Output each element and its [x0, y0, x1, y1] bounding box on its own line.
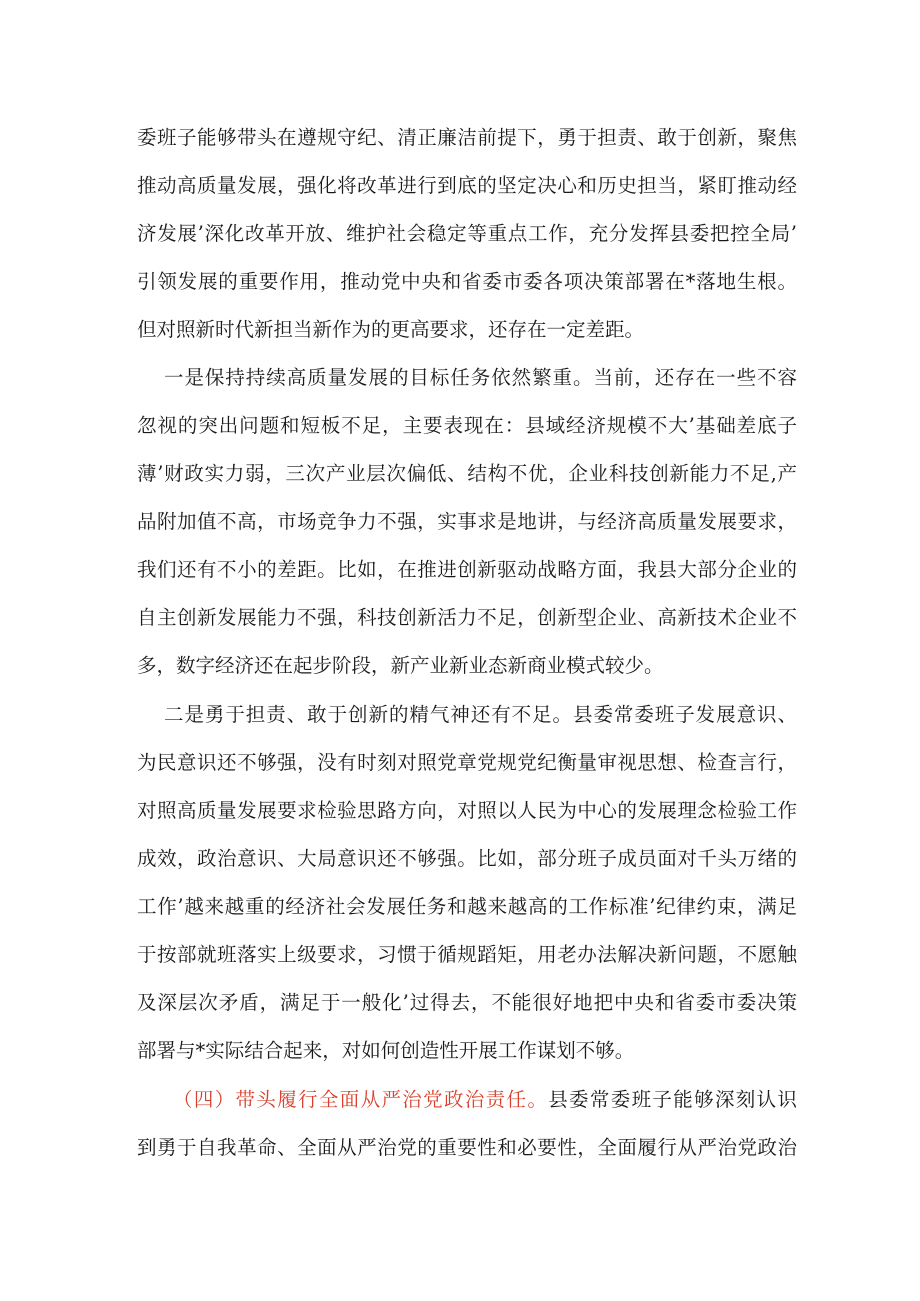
text-line: 品附加值不高，市场竞争力不强，实事求是地讲，与经济高质量发展要求， — [137, 510, 797, 533]
text-line: 一是保持持续高质量发展的目标任务依然繁重。当前，还存在一些不容 — [164, 366, 797, 389]
section-heading: （四）带头履行全面从严治党政治责任。 — [173, 1088, 549, 1111]
text-line: 但对照新时代新担当新作为的更高要求，还存在一定差距。 — [137, 318, 645, 341]
heading-line-rest: 县委常委班子能够深刻认识 — [548, 1088, 797, 1111]
text-line: 推动高质量发展，强化将改革进行到底的坚定决心和历史担当，紧盯推动经 — [137, 174, 797, 197]
text-line: 济发展’深化改革开放、维护社会稳定等重点工作，充分发挥县委把控全局’ — [137, 222, 797, 245]
text-line: 委班子能够带头在遵规守纪、清正廉洁前提下，勇于担责、敢于创新，聚焦 — [137, 126, 797, 149]
text-line: 到勇于自我革命、全面从严治党的重要性和必要性，全面履行从严治党政治 — [137, 1136, 797, 1159]
text-line: 及深层次矛盾，满足于一般化’过得去，不能很好地把中央和省委市委决策 — [137, 991, 797, 1014]
text-line: 二是勇于担责、敢于创新的精气神还有不足。县委常委班子发展意识、 — [164, 703, 797, 726]
text-line: 引领发展的重要作用，推动党中央和省委市委各项决策部署在*落地生根。 — [137, 270, 797, 293]
text-line: 工作’越来越重的经济社会发展任务和越来越高的工作标准’纪律约束，满足 — [137, 895, 797, 918]
text-line: 薄’财政实力弱，三次产业层次偏低、结构不优，企业科技创新能力不足,产 — [137, 462, 797, 485]
text-line: 为民意识还不够强，没有时刻对照党章党规党纪衡量审视思想、检查言行， — [137, 751, 797, 774]
text-line: 忽视的突出问题和短板不足，主要表现在：县域经济规模不大’基础差底子 — [137, 414, 797, 437]
text-line — [173, 1088, 797, 1112]
text-line: 部署与*实际结合起来，对如何创造性开展工作谋划不够。 — [137, 1039, 635, 1062]
text-line: 成效，政治意识、大局意识还不够强。比如，部分班子成员面对千头万绪的 — [137, 847, 797, 870]
text-line: 自主创新发展能力不强，科技创新活力不足，创新型企业、高新技术企业不 — [137, 606, 797, 629]
text-line: 于按部就班落实上级要求，习惯于循规蹈矩，用老办法解决新问题，不愿触 — [137, 943, 797, 966]
text-line: 多，数字经济还在起步阶段，新产业新业态新商业模式较少。 — [137, 654, 664, 677]
text-line: 我们还有不小的差距。比如，在推进创新驱动战略方面，我县大部分企业的 — [137, 558, 797, 581]
text-line: 对照高质量发展要求检验思路方向，对照以人民为中心的发展理念检验工作 — [137, 799, 797, 822]
